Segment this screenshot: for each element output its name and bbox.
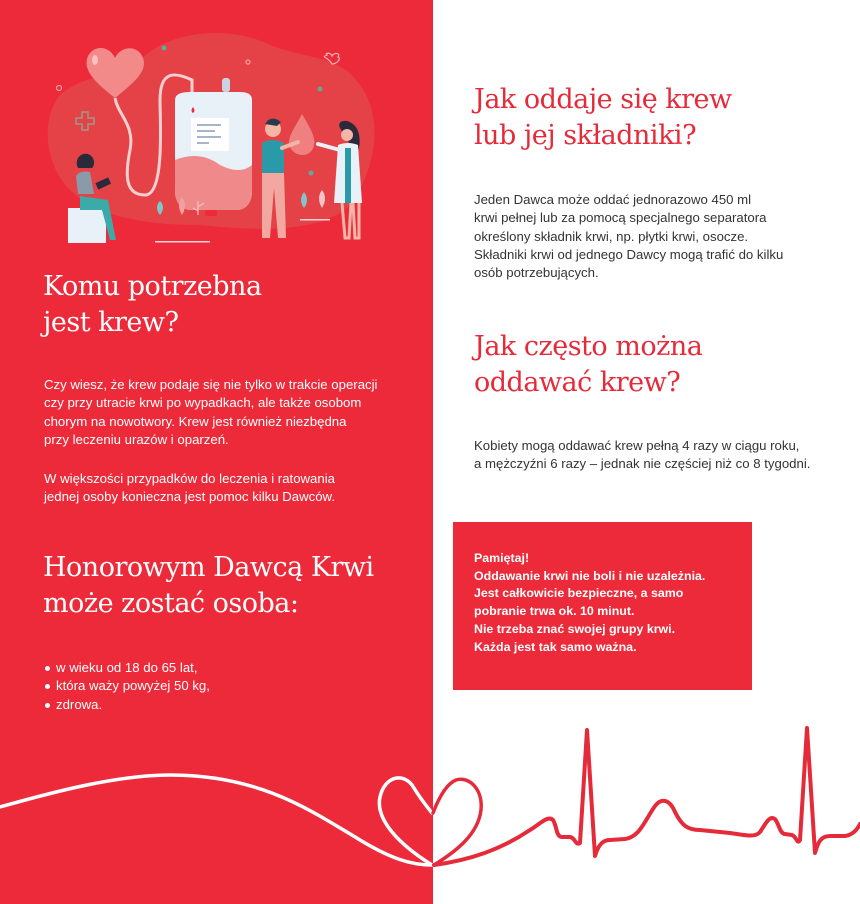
- heading-line: jest krew?: [43, 307, 179, 338]
- list-item: w wieku od 18 do 65 lat,: [44, 659, 210, 677]
- paragraph-jak-oddaje: [474, 191, 783, 282]
- note-line: Jest całkowicie bezpieczne, a samo: [474, 586, 684, 601]
- blood-bag-icon: [175, 78, 252, 216]
- text-line: Jeden Dawca może oddać jednorazowo 450 ml: [474, 192, 752, 207]
- text-line: określony składnik krwi, np. płytki krwi, osocze.: [474, 228, 749, 244]
- heart-ecg-decoration: [0, 720, 860, 904]
- remember-note-box: [453, 522, 752, 690]
- heading-komu-potrzebna: [43, 269, 262, 341]
- heading-honorowym-dawca: [43, 550, 374, 622]
- note-line: Nie trzeba znać swojej grupy krwi.: [474, 621, 676, 636]
- blood-donation-illustration: [0, 0, 433, 260]
- heart-half-white-icon: [379, 778, 432, 865]
- text-line: Kobiety mogą oddawać krew pełną 4 razy w ciągu roku,: [474, 438, 800, 453]
- dot-icon: [318, 87, 323, 92]
- heading-jak-oddaje: [474, 82, 732, 154]
- eligibility-list: [44, 659, 210, 714]
- list-item: zdrowa.: [44, 696, 210, 714]
- ecg-line: [434, 728, 860, 865]
- paragraph-komu-2: [44, 470, 335, 507]
- text-line: przy leczeniu urazów i oparzeń.: [44, 431, 229, 447]
- dot-icon: [162, 46, 167, 51]
- heading-jak-czesto: [474, 329, 702, 401]
- heading-line: Jak często można: [474, 331, 703, 362]
- paragraph-komu-1: [44, 376, 377, 449]
- text-line: czy przy utracie krwi po wypadkach, ale także osobom: [44, 395, 362, 411]
- text-line: W większości przypadków do leczenia i ratowania: [44, 471, 335, 486]
- note-title: Pamiętaj!: [474, 551, 530, 565]
- note-line: Oddawanie krwi nie boli i nie uzależnia.: [474, 568, 706, 583]
- note-line: pobranie trwa ok. 10 minut.: [474, 604, 635, 619]
- text-line: jednej osoby konieczna jest pomoc kilku Dawców.: [44, 489, 336, 505]
- list-item: która waży powyżej 50 kg,: [44, 677, 210, 695]
- heading-line: oddawać krew?: [474, 367, 681, 398]
- heading-line: Honorowym Dawcą Krwi: [43, 552, 374, 583]
- text-line: krwi pełnej lub za pomocą specjalnego separatora: [474, 210, 767, 226]
- heading-line: może zostać osoba:: [43, 588, 299, 619]
- ribbon-line-white: [0, 775, 432, 865]
- text-line: Składniki krwi od jednego Dawcy mogą trafić do kilku: [474, 246, 784, 262]
- text-line: Czy wiesz, że krew podaje się nie tylko w trakcie operacji: [44, 377, 378, 392]
- text-line: chorym na nowotwory. Krew jest również niezbędna: [44, 413, 347, 429]
- note-line: Każda jest tak samo ważna.: [474, 639, 637, 654]
- text-line: a mężczyźni 6 razy – jednak nie częściej niż co 8 tygodni.: [474, 456, 811, 472]
- dot-icon: [309, 171, 314, 176]
- heading-line: Jak oddaje się krew: [474, 84, 732, 115]
- text-line: osób potrzebujących.: [474, 265, 599, 281]
- heading-line: Komu potrzebna: [43, 271, 262, 302]
- heading-line: lub jej składniki?: [474, 120, 697, 151]
- dot-icon: [57, 86, 62, 91]
- heart-half-red-icon: [433, 779, 481, 865]
- paragraph-jak-czesto: [474, 437, 810, 474]
